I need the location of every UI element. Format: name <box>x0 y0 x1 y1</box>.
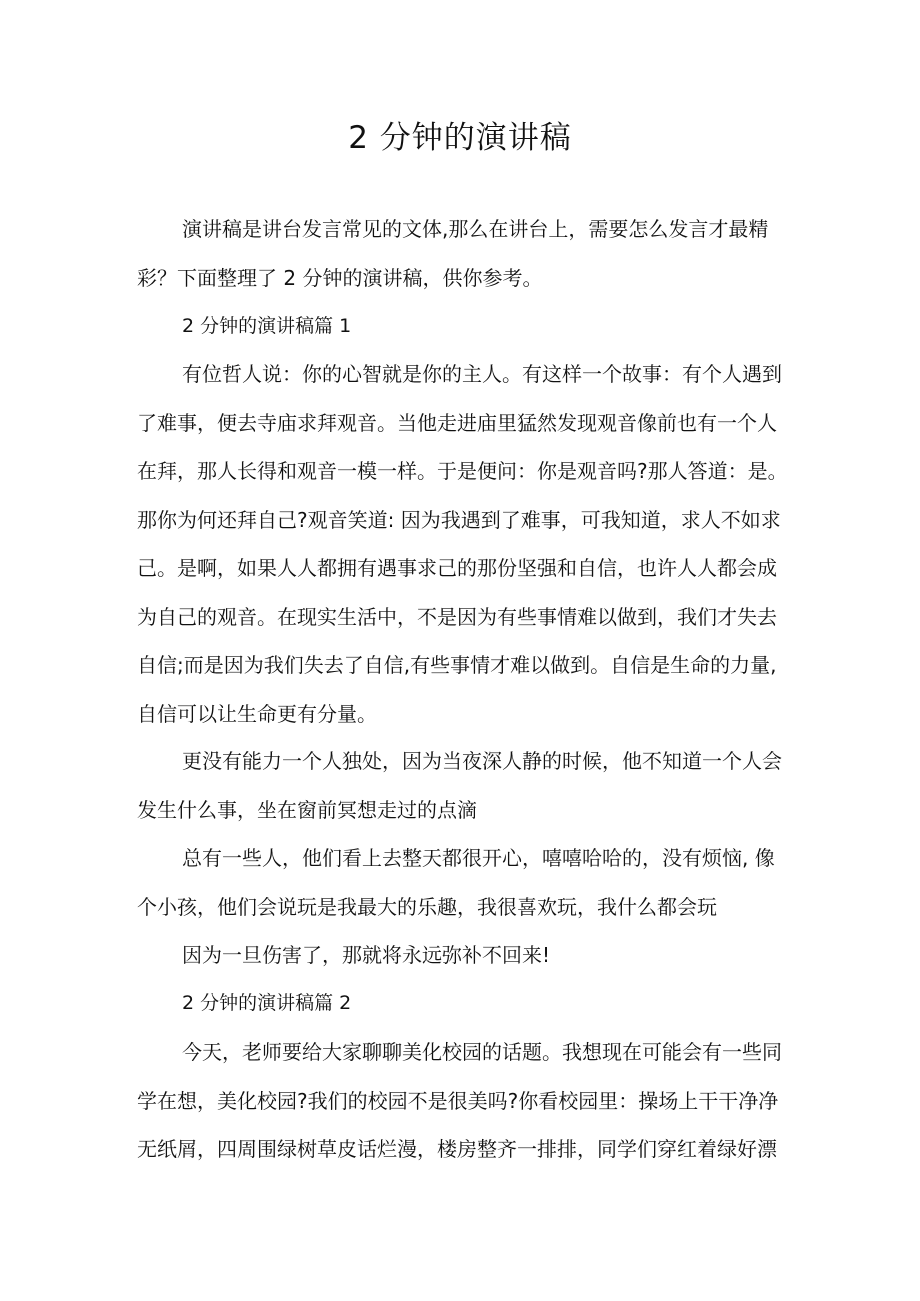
paragraph-line: 彩？下面整理了 2 分钟的演讲稿，供你参考。 <box>137 265 543 290</box>
paragraph-line: 更没有能力一个人独处，因为当夜深人静的时候，他不知道一个人会 <box>182 749 782 773</box>
paragraph-line: 了难事，便去寺庙求拜观音。当他走进庙里猛然发现观音像前也有一个人 <box>137 410 777 435</box>
story-paragraph <box>137 350 787 738</box>
hurt-paragraph <box>137 931 787 980</box>
paragraph-line: 个小孩，他们会说玩是我最大的乐趣，我很喜欢玩，我什么都会玩 <box>137 894 717 919</box>
paragraph-line: 己。是啊，如果人人都拥有遇事求己的那份坚强和自信，也许人人都会成 <box>137 556 777 580</box>
paragraph-line: 总有一些人，他们看上去整天都很开心，嘻嘻哈哈的，没有烦恼, 像 <box>182 846 775 870</box>
happy-people-paragraph <box>137 834 787 931</box>
paragraph-line: 发生什么事，坐在窗前冥想走过的点滴 <box>137 797 477 822</box>
paragraph-line: 那你为何还拜自己?观音笑道: 因为我遇到了难事，可我知道，求人不如求 <box>137 507 781 532</box>
campus-paragraph <box>137 1028 787 1174</box>
paragraph-line: 在拜，那人长得和观音一模一样。于是便问：你是观音吗?那人答道：是。 <box>137 459 788 483</box>
section-heading-1 <box>137 302 787 351</box>
paragraph-line: 为自己的观音。在现实生活中，不是因为有些事情难以做到，我们才失去 <box>137 604 777 629</box>
section-heading: 2 分钟的演讲稿篇 2 <box>182 992 352 1014</box>
section-heading: 2 分钟的演讲稿篇 1 <box>182 315 352 337</box>
paragraph-line: 自信可以让生命更有分量。 <box>137 701 377 726</box>
paragraph-line: 无纸屑，四周围绿树草皮话烂漫，楼房整齐一排排，同学们穿红着绿好漂 <box>137 1137 777 1161</box>
paragraph-line: 因为一旦伤害了，那就将永远弥补不回来! <box>182 943 551 967</box>
section-heading-2 <box>137 979 787 1028</box>
document-title: 2 分钟的演讲稿 <box>348 120 572 156</box>
paragraph-line: 自信;而是因为我们失去了自信,有些事情才难以做到。自信是生命的力量, <box>137 653 777 677</box>
paragraph-line: 有位哲人说：你的心智就是你的主人。有这样一个故事：有个人遇到 <box>182 362 782 386</box>
intro-paragraph <box>137 205 787 302</box>
solitude-paragraph <box>137 737 787 834</box>
paragraph-line: 演讲稿是讲台发言常见的文体,那么在讲台上，需要怎么发言才最精 <box>182 217 769 241</box>
paragraph-line: 今天，老师要给大家聊聊美化校园的话题。我想现在可能会有一些同 <box>182 1040 782 1064</box>
paragraph-line: 学在想，美化校园?我们的校园不是很美吗?你看校园里：操场上干干净净 <box>137 1088 779 1113</box>
